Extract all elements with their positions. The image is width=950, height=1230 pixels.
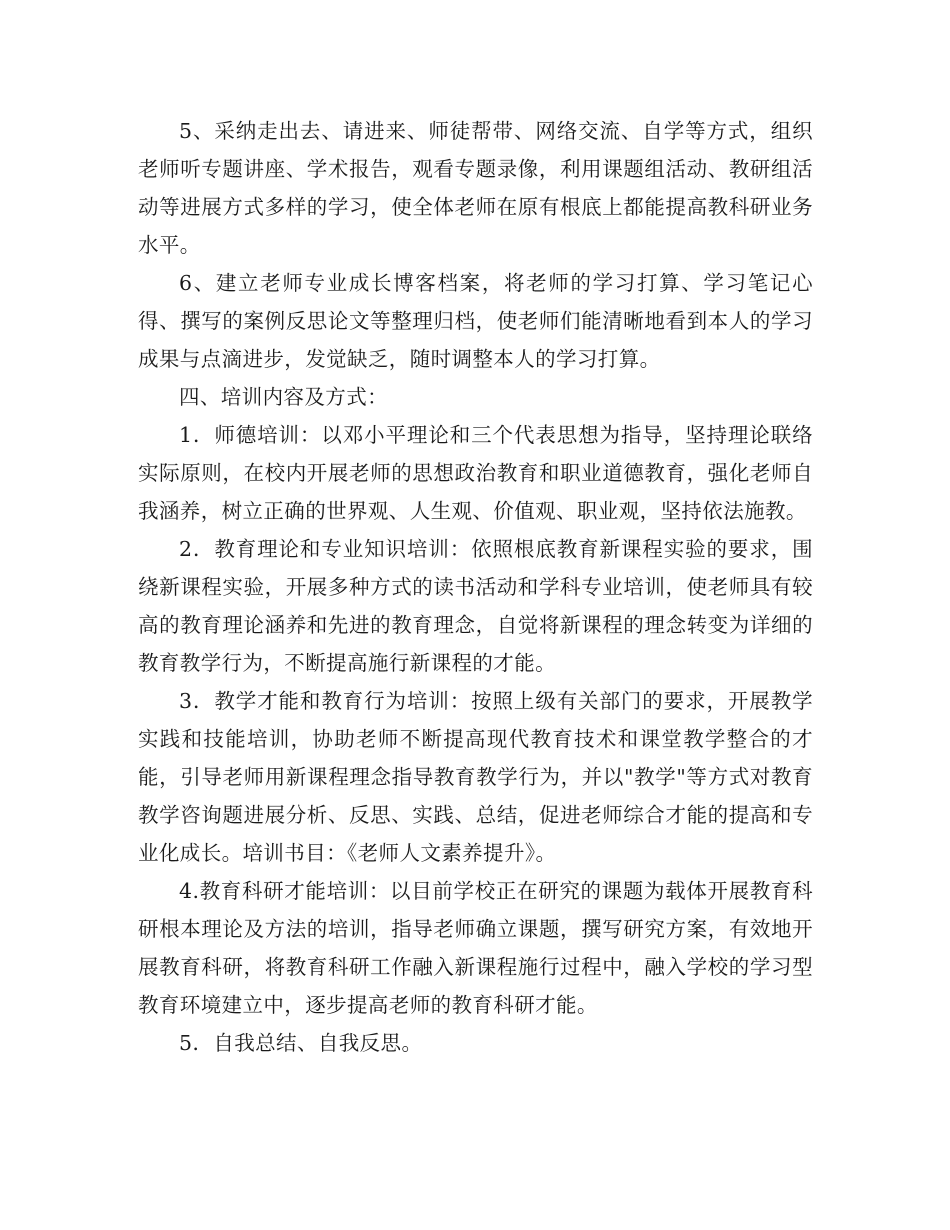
paragraph-training-5: 5．自我总结、自我反思。 <box>179 1031 423 1055</box>
section-heading-training-content: 四、培训内容及方式： <box>179 385 388 409</box>
paragraph-training-3: 3．教学才能和教育行为培训：按照上级有关部门的要求，开展教学实践和技能培训，协助老师不断提高现代教育技术和课堂教学整合的才能，引导老师用新课程理念指导教育教学行为，并以"教学"等方式对教育教学咨询题进展分析、反思、实践、总结，促进老师综合才能的提高和专业化成长。培训书目：《老师人文素养提升》。 <box>138 689 813 865</box>
document-body <box>138 112 813 1062</box>
paragraph-method-5: 5、采纳走出去、请进来、师徒帮带、网络交流、自学等方式，组织老师听专题讲座、学术报告，观看专题录像，利用课题组活动、教研组活动等进展方式多样的学习，使全体老师在原有根底上都能提高教科研业务水平。 <box>138 119 813 257</box>
paragraph-training-1: 1．师德培训：以邓小平理论和三个代表思想为指导，坚持理论联络实际原则，在校内开展老师的思想政治教育和职业道德教育，强化老师自我涵养，树立正确的世界观、人生观、价值观、职业观，坚持依法施教。 <box>138 423 813 523</box>
paragraph-training-2: 2．教育理论和专业知识培训：依照根底教育新课程实验的要求，围绕新课程实验，开展多种方式的读书活动和学科专业培训，使老师具有较高的教育理论涵养和先进的教育理念，自觉将新课程的理念转变为详细的教育教学行为，不断提高施行新课程的才能。 <box>138 537 813 675</box>
paragraph-method-6: 6、建立老师专业成长博客档案，将老师的学习打算、学习笔记心得、撰写的案例反思论文等整理归档，使老师们能清晰地看到本人的学习成果与点滴进步，发觉缺乏，随时调整本人的学习打算。 <box>138 271 813 371</box>
paragraph-training-4: 4.教育科研才能培训：以目前学校正在研究的课题为载体开展教育科研根本理论及方法的培训，指导老师确立课题，撰写研究方案，有效地开展教育科研，将教育科研工作融入新课程施行过程中，融入学校的学习型教育环境建立中，逐步提高老师的教育科研才能。 <box>138 879 813 1017</box>
